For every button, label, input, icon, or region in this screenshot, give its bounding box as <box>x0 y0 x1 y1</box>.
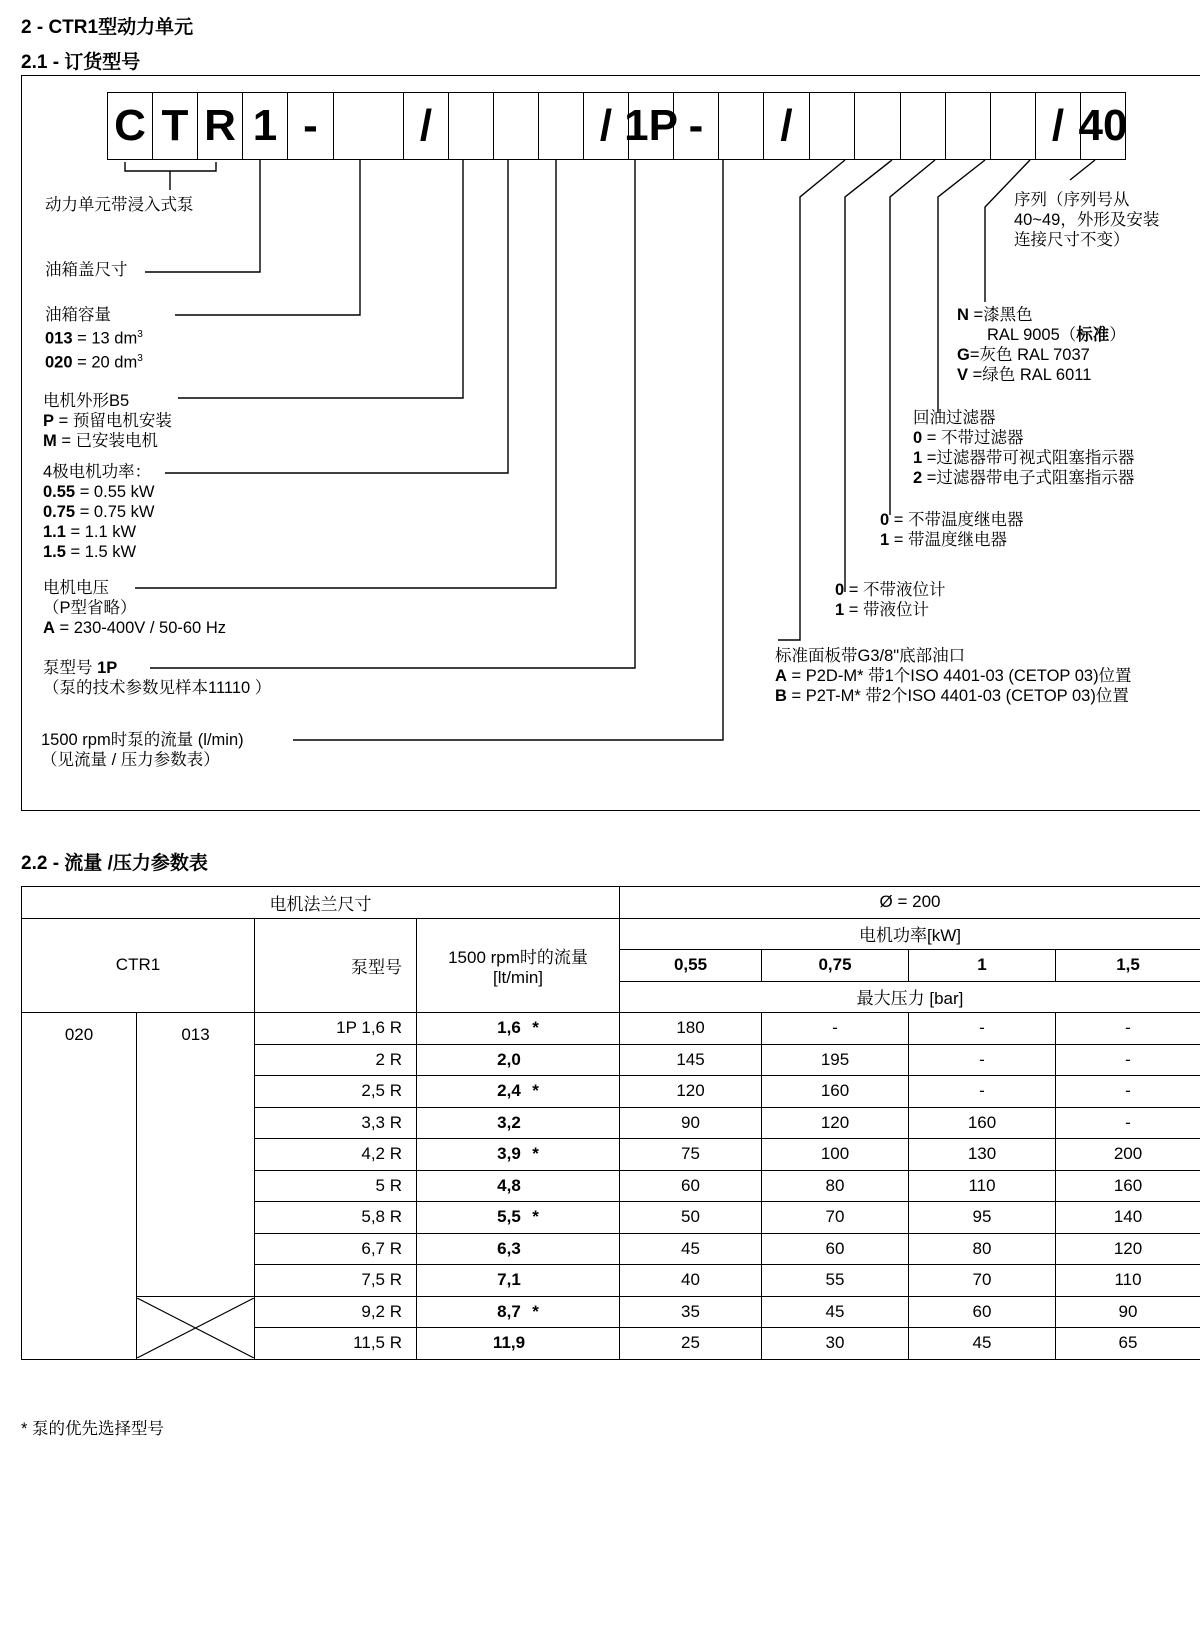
pressure-cell: 80 <box>762 1170 909 1202</box>
pressure-cell: 75 <box>620 1139 762 1171</box>
order-code-cell: / <box>763 92 810 160</box>
pump-model-cell: 5 R <box>255 1170 417 1202</box>
tank-020-cell: 020 <box>22 1013 137 1360</box>
flange-value: Ø = 200 <box>620 887 1200 919</box>
pump-model-cell: 4,2 R <box>255 1139 417 1171</box>
pressure-cell: 25 <box>620 1328 762 1360</box>
flow-header: 1500 rpm时的流量 [lt/min] <box>417 918 620 1013</box>
pump-type-label: 动力单元带浸入式泵 <box>45 196 194 214</box>
pressure-cell: 140 <box>1056 1202 1200 1234</box>
pressure-cell: 120 <box>762 1107 909 1139</box>
order-code-cell: - <box>287 92 334 160</box>
order-code-cell: R <box>197 92 243 160</box>
flow-cell: 2,0 <box>417 1044 620 1076</box>
flow-cell: 5,5 * <box>417 1202 620 1234</box>
pressure-cell: 90 <box>620 1107 762 1139</box>
pump-model-cell: 9,2 R <box>255 1296 417 1328</box>
flange-label: 电机法兰尺寸 <box>22 887 620 919</box>
order-code-title: 2.1 - 订货型号 <box>21 52 141 73</box>
flow-cell: 11,9 <box>417 1328 620 1360</box>
flow-cell: 7,1 <box>417 1265 620 1297</box>
pressure-cell: 110 <box>1056 1265 1200 1297</box>
pressure-cell: 60 <box>909 1296 1056 1328</box>
pressure-cell: 55 <box>762 1265 909 1297</box>
series-label: 序列（序列号从 40~49，外形及安装 连接尺寸不变） <box>1014 191 1160 249</box>
flow-cell: 6,3 <box>417 1233 620 1265</box>
pressure-cell: 35 <box>620 1296 762 1328</box>
pressure-cell: 100 <box>762 1139 909 1171</box>
pressure-cell: - <box>1056 1076 1200 1108</box>
pressure-cell: 60 <box>762 1233 909 1265</box>
pressure-cell: 45 <box>620 1233 762 1265</box>
pump-model-cell: 6,7 R <box>255 1233 417 1265</box>
tank-013-cell: 013 <box>137 1013 255 1297</box>
pump-model-cell: 3,3 R <box>255 1107 417 1139</box>
pump-model-cell: 11,5 R <box>255 1328 417 1360</box>
flow-table-title: 2.2 - 流量 /压力参数表 <box>21 853 208 874</box>
flow-cell: 3,2 <box>417 1107 620 1139</box>
order-code-cell: / <box>1035 92 1081 160</box>
not-available-cross <box>137 1296 255 1359</box>
pressure-cell: - <box>762 1013 909 1045</box>
pressure-cell: 40 <box>620 1265 762 1297</box>
pressure-cell: 30 <box>762 1328 909 1360</box>
pressure-cell: 80 <box>909 1233 1056 1265</box>
power-header: 0,55 <box>620 950 762 982</box>
order-code-cell: C <box>107 92 153 160</box>
pump-model-header: 泵型号 <box>255 918 417 1013</box>
pressure-cell: 160 <box>762 1076 909 1108</box>
pump-model-cell: 2 R <box>255 1044 417 1076</box>
pressure-cell: 160 <box>909 1107 1056 1139</box>
power-header: 0,75 <box>762 950 909 982</box>
order-code-cell: / <box>583 92 629 160</box>
pump-model-label: 泵型号 1P （泵的技术参数见样本11110 ） <box>43 659 272 697</box>
order-code-cell: 40 <box>1080 92 1126 160</box>
order-code-cell: / <box>403 92 449 160</box>
order-code-cell: T <box>152 92 198 160</box>
order-code-cell: 1 <box>242 92 288 160</box>
color-label: N =漆黑色 RAL 9005（标准） G=灰色 RAL 7037 V =绿色 RAL 6011 <box>957 306 1126 384</box>
pressure-cell: - <box>1056 1013 1200 1045</box>
pressure-cell: 70 <box>762 1202 909 1234</box>
pump-model-cell: 2,5 R <box>255 1076 417 1108</box>
tank-volume-label: 油箱容量 013 = 13 $dm^3$ 020 = 20 $dm^3$ <box>45 306 143 371</box>
table-row <box>22 1013 1200 1045</box>
pressure-cell: 195 <box>762 1044 909 1076</box>
pressure-cell: 60 <box>620 1170 762 1202</box>
flow-label: 1500 rpm时泵的流量 (l/min) （见流量 / 压力参数表） <box>41 731 244 769</box>
pressure-cell: - <box>909 1044 1056 1076</box>
flow-cell: 3,9 * <box>417 1139 620 1171</box>
filter-label: 回油过滤器 0 = 不带过滤器 1 =过滤器带可视式阻塞指示器 2 =过滤器带电子式阻塞指示器 <box>913 409 1135 487</box>
pressure-cell: - <box>909 1013 1056 1045</box>
motor-shape-label: 电机外形B5 P = 预留电机安装 M = 已安装电机 <box>43 392 172 450</box>
panel-label: 标准面板带G3/8"底部油口 A = P2D-M* 带1个ISO 4401-03 (CETOP 03)位置 B = P2T-M* 带2个ISO 4401-03 (CETOP 03)位置 <box>775 647 1132 705</box>
power-header: 1 <box>909 950 1056 982</box>
flow-pressure-table <box>21 886 1200 1360</box>
pressure-cell: 120 <box>1056 1233 1200 1265</box>
pump-model-cell: 5,8 R <box>255 1202 417 1234</box>
level-gauge-label: 0 = 不带液位计 1 = 带液位计 <box>835 581 946 619</box>
pressure-cell: 180 <box>620 1013 762 1045</box>
pump-model-cell: 7,5 R <box>255 1265 417 1297</box>
pressure-cell: 65 <box>1056 1328 1200 1360</box>
power-header: 1,5 <box>1056 950 1200 982</box>
lid-size-label: 油箱盖尺寸 <box>45 261 128 279</box>
pressure-cell: 110 <box>909 1170 1056 1202</box>
pressure-cell: 160 <box>1056 1170 1200 1202</box>
pressure-cell: 90 <box>1056 1296 1200 1328</box>
pressure-cell: 120 <box>620 1076 762 1108</box>
pressure-cell: - <box>909 1076 1056 1108</box>
pressure-cell: - <box>1056 1107 1200 1139</box>
pressure-cell: 50 <box>620 1202 762 1234</box>
pressure-cell: 45 <box>762 1296 909 1328</box>
footnote: * 泵的优先选择型号 <box>21 1420 165 1438</box>
pressure-cell: 200 <box>1056 1139 1200 1171</box>
flow-cell: 2,4 * <box>417 1076 620 1108</box>
pressure-cell: 95 <box>909 1202 1056 1234</box>
motor-power-header: 电机功率[kW] <box>620 918 1200 950</box>
pressure-cell: 130 <box>909 1139 1056 1171</box>
pressure-cell: 45 <box>909 1328 1056 1360</box>
motor-voltage-label: 电机电压 （P型省略） A = 230-400V / 50-60 Hz <box>43 579 226 637</box>
pressure-cell: 145 <box>620 1044 762 1076</box>
temp-relay-label: 0 = 不带温度继电器 1 = 带温度继电器 <box>880 511 1024 549</box>
motor-power-label: 4极电机功率： 0.55 = 0.55 kW 0.75 = 0.75 kW 1.1 = 1.1 kW 1.5 = 1.5 kW <box>43 463 155 561</box>
flow-cell: 4,8 <box>417 1170 620 1202</box>
table-row <box>22 1296 1200 1328</box>
flow-cell: 8,7 * <box>417 1296 620 1328</box>
flow-cell: 1,6 * <box>417 1013 620 1045</box>
pump-model-cell: 1P 1,6 R <box>255 1013 417 1045</box>
order-code-cell: 1P <box>628 92 674 160</box>
max-pressure-header: 最大压力 [bar] <box>620 981 1200 1013</box>
pressure-cell: - <box>1056 1044 1200 1076</box>
pressure-cell: 70 <box>909 1265 1056 1297</box>
section-title: 2 - CTR1型动力单元 <box>21 17 194 38</box>
order-code-cell: - <box>673 92 719 160</box>
ctr1-header: CTR1 <box>22 918 255 1013</box>
